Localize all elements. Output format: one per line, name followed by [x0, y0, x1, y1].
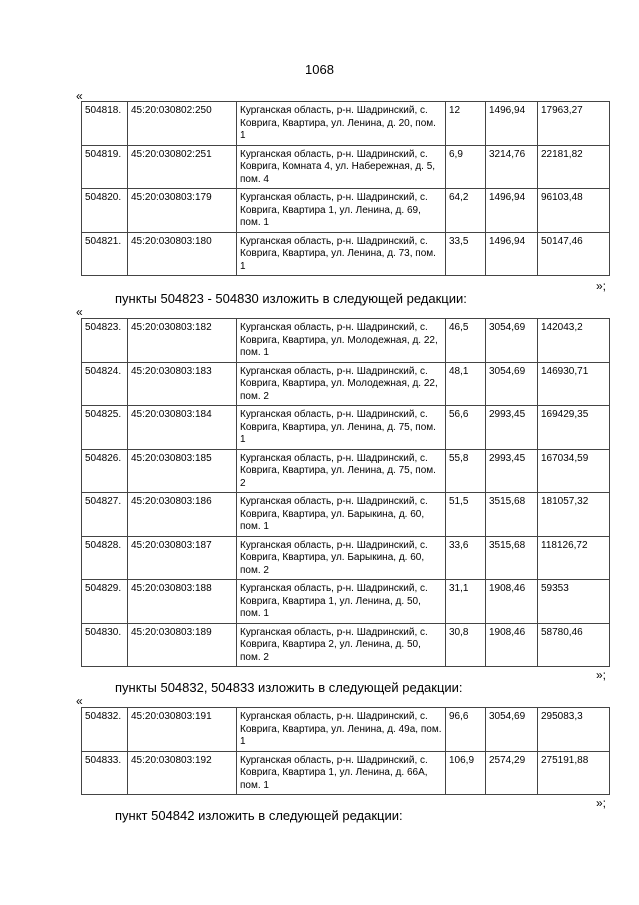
- cell-cadastral-number: 45:20:030802:250: [128, 102, 237, 146]
- cell-rate: 1496,94: [486, 102, 538, 146]
- quote-close: »;: [595, 796, 606, 810]
- cell-value: 142043,2: [538, 319, 610, 363]
- cell-cadastral-number: 45:20:030803:188: [128, 580, 237, 624]
- cell-cadastral-number: 45:20:030803:183: [128, 362, 237, 406]
- cell-cadastral-number: 45:20:030803:186: [128, 493, 237, 537]
- cell-rate: 3214,76: [486, 145, 538, 189]
- cell-item-number: 504818.: [82, 102, 128, 146]
- table-row: [82, 102, 610, 146]
- register-table-3: [81, 707, 610, 795]
- cell-value: 146930,71: [538, 362, 610, 406]
- cell-area: 56,6: [446, 406, 486, 450]
- cell-rate: 3054,69: [486, 362, 538, 406]
- cell-area: 12: [446, 102, 486, 146]
- cell-address: Курганская область, р-н. Шадринский, с. Коврига, Квартира, ул. Ленина, д. 73, пом. 1: [237, 232, 446, 276]
- table-row: [82, 145, 610, 189]
- table-row: [82, 751, 610, 795]
- cell-item-number: 504828.: [82, 536, 128, 580]
- cell-area: 46,5: [446, 319, 486, 363]
- quote-open: «: [76, 305, 83, 319]
- cell-rate: 1496,94: [486, 189, 538, 233]
- table-row: [82, 319, 610, 363]
- quote-close: »;: [595, 668, 606, 682]
- cell-address: Курганская область, р-н. Шадринский, с. Коврига, Квартира, ул. Ленина, д. 49а, пом. 1: [237, 708, 446, 752]
- cell-item-number: 504823.: [82, 319, 128, 363]
- cell-value: 96103,48: [538, 189, 610, 233]
- cell-cadastral-number: 45:20:030803:182: [128, 319, 237, 363]
- table-row: [82, 362, 610, 406]
- cell-item-number: 504830.: [82, 623, 128, 667]
- cell-area: 55,8: [446, 449, 486, 493]
- cell-item-number: 504826.: [82, 449, 128, 493]
- cell-cadastral-number: 45:20:030803:187: [128, 536, 237, 580]
- cell-cadastral-number: 45:20:030803:189: [128, 623, 237, 667]
- cell-value: 59353: [538, 580, 610, 624]
- cell-item-number: 504820.: [82, 189, 128, 233]
- quote-close: »;: [595, 279, 606, 293]
- instruction-text: пункты 504832, 504833 изложить в следующей редакции:: [115, 680, 463, 695]
- table-row: [82, 232, 610, 276]
- cell-item-number: 504833.: [82, 751, 128, 795]
- cell-item-number: 504832.: [82, 708, 128, 752]
- cell-rate: 2574,29: [486, 751, 538, 795]
- cell-area: 6,9: [446, 145, 486, 189]
- table-row: [82, 536, 610, 580]
- table-row: [82, 623, 610, 667]
- cell-area: 106,9: [446, 751, 486, 795]
- quote-open: «: [76, 89, 83, 103]
- cell-value: 167034,59: [538, 449, 610, 493]
- table-row: [82, 708, 610, 752]
- cell-value: 58780,46: [538, 623, 610, 667]
- cell-cadastral-number: 45:20:030803:191: [128, 708, 237, 752]
- cell-area: 51,5: [446, 493, 486, 537]
- cell-value: 275191,88: [538, 751, 610, 795]
- cell-item-number: 504824.: [82, 362, 128, 406]
- cell-address: Курганская область, р-н. Шадринский, с. Коврига, Квартира 2, ул. Ленина, д. 50, пом. 2: [237, 623, 446, 667]
- cell-rate: 3515,68: [486, 536, 538, 580]
- cell-item-number: 504825.: [82, 406, 128, 450]
- cell-rate: 2993,45: [486, 449, 538, 493]
- table-row: [82, 493, 610, 537]
- cell-rate: 3054,69: [486, 319, 538, 363]
- cell-address: Курганская область, р-н. Шадринский, с. Коврига, Квартира, ул. Ленина, д. 20, пом. 1: [237, 102, 446, 146]
- cell-value: 181057,32: [538, 493, 610, 537]
- register-table-2: [81, 318, 610, 667]
- cell-address: Курганская область, р-н. Шадринский, с. Коврига, Квартира, ул. Молодежная, д. 22, пом. 2: [237, 362, 446, 406]
- cell-address: Курганская область, р-н. Шадринский, с. Коврига, Квартира 1, ул. Ленина, д. 50, пом. 1: [237, 580, 446, 624]
- page-number: 1068: [305, 62, 334, 77]
- cell-item-number: 504829.: [82, 580, 128, 624]
- cell-area: 64,2: [446, 189, 486, 233]
- register-table-1: [81, 101, 610, 276]
- cell-area: 33,6: [446, 536, 486, 580]
- cell-cadastral-number: 45:20:030803:179: [128, 189, 237, 233]
- cell-rate: 1496,94: [486, 232, 538, 276]
- table-row: [82, 449, 610, 493]
- instruction-text: пункт 504842 изложить в следующей редакции:: [115, 808, 403, 823]
- instruction-text: пункты 504823 - 504830 изложить в следующей редакции:: [115, 291, 467, 306]
- table-row: [82, 406, 610, 450]
- cell-cadastral-number: 45:20:030803:185: [128, 449, 237, 493]
- cell-item-number: 504827.: [82, 493, 128, 537]
- cell-address: Курганская область, р-н. Шадринский, с. Коврига, Комната 4, ул. Набережная, д. 5, пом. 4: [237, 145, 446, 189]
- cell-value: 169429,35: [538, 406, 610, 450]
- cell-area: 31,1: [446, 580, 486, 624]
- cell-address: Курганская область, р-н. Шадринский, с. Коврига, Квартира, ул. Барыкина, д. 60, пом. 2: [237, 536, 446, 580]
- cell-address: Курганская область, р-н. Шадринский, с. Коврига, Квартира 1, ул. Ленина, д. 69, пом. 1: [237, 189, 446, 233]
- cell-area: 96,6: [446, 708, 486, 752]
- cell-address: Курганская область, р-н. Шадринский, с. Коврига, Квартира 1, ул. Ленина, д. 66А, пом. 1: [237, 751, 446, 795]
- cell-address: Курганская область, р-н. Шадринский, с. Коврига, Квартира, ул. Ленина, д. 75, пом. 1: [237, 406, 446, 450]
- cell-address: Курганская область, р-н. Шадринский, с. Коврига, Квартира, ул. Барыкина, д. 60, пом. 1: [237, 493, 446, 537]
- cell-value: 17963,27: [538, 102, 610, 146]
- cell-address: Курганская область, р-н. Шадринский, с. Коврига, Квартира, ул. Молодежная, д. 22, пом. 1: [237, 319, 446, 363]
- cell-rate: 3054,69: [486, 708, 538, 752]
- cell-rate: 2993,45: [486, 406, 538, 450]
- cell-rate: 1908,46: [486, 623, 538, 667]
- table-row: [82, 189, 610, 233]
- cell-value: 22181,82: [538, 145, 610, 189]
- cell-cadastral-number: 45:20:030803:192: [128, 751, 237, 795]
- cell-area: 48,1: [446, 362, 486, 406]
- cell-item-number: 504821.: [82, 232, 128, 276]
- table-row: [82, 580, 610, 624]
- cell-cadastral-number: 45:20:030803:180: [128, 232, 237, 276]
- cell-cadastral-number: 45:20:030802:251: [128, 145, 237, 189]
- cell-value: 118126,72: [538, 536, 610, 580]
- cell-rate: 1908,46: [486, 580, 538, 624]
- cell-area: 30,8: [446, 623, 486, 667]
- cell-area: 33,5: [446, 232, 486, 276]
- cell-item-number: 504819.: [82, 145, 128, 189]
- cell-rate: 3515,68: [486, 493, 538, 537]
- quote-open: «: [76, 694, 83, 708]
- cell-address: Курганская область, р-н. Шадринский, с. Коврига, Квартира, ул. Ленина, д. 75, пом. 2: [237, 449, 446, 493]
- cell-value: 50147,46: [538, 232, 610, 276]
- cell-value: 295083,3: [538, 708, 610, 752]
- cell-cadastral-number: 45:20:030803:184: [128, 406, 237, 450]
